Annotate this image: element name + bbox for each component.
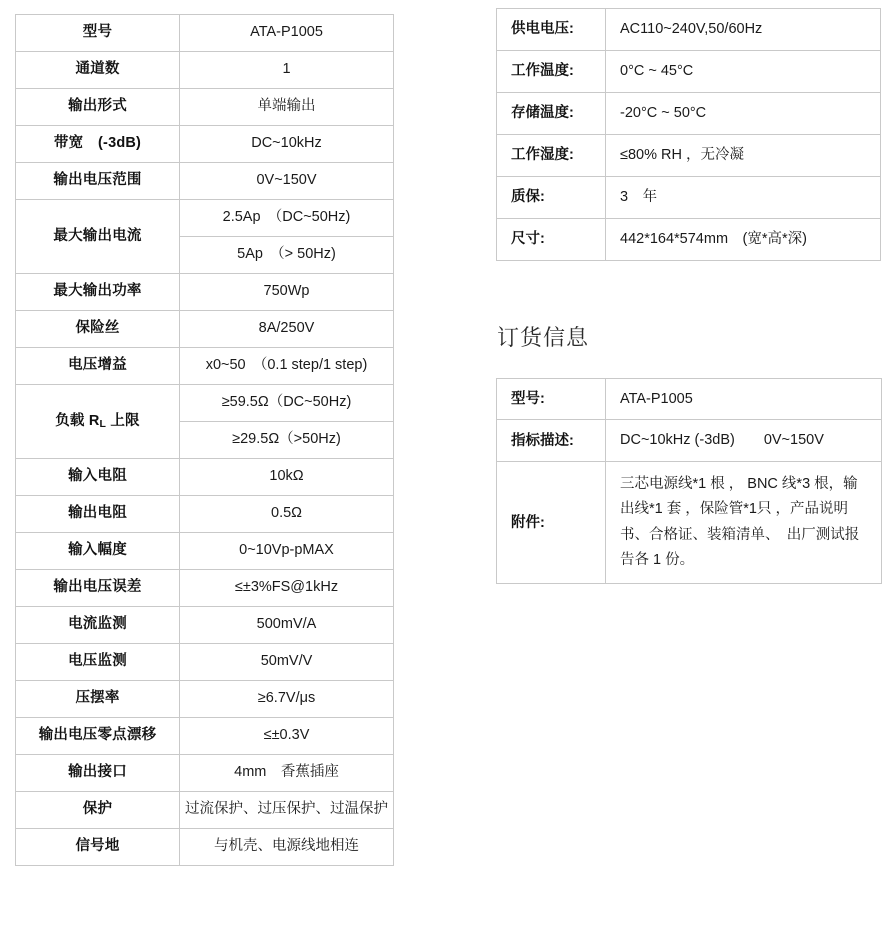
field-value-cell: ≤80% RH ，无冷凝 <box>606 135 881 177</box>
specification-table <box>15 14 394 866</box>
spec-value-cell: ≤±0.3V <box>180 718 394 755</box>
spec-label-cell: 输出形式 <box>16 89 180 126</box>
spec-value-cell: 1 <box>180 52 394 89</box>
table-row <box>16 718 394 755</box>
spec-value-cell: 750Wp <box>180 274 394 311</box>
order-info-table-container <box>496 378 882 584</box>
table-row <box>16 829 394 866</box>
field-label-cell: 附件: <box>497 461 606 584</box>
spec-label-cell: 输入电阻 <box>16 459 180 496</box>
spec-value-cell: 单端输出 <box>180 89 394 126</box>
table-row <box>16 200 394 237</box>
spec-label-cell: 负载 $R_L$ 上限 <box>16 385 180 459</box>
spec-value-cell: 0V~150V <box>180 163 394 200</box>
spec-label-cell: 保险丝 <box>16 311 180 348</box>
table-row <box>497 9 881 51</box>
table-row <box>497 461 882 584</box>
table-row <box>16 607 394 644</box>
specification-table-container <box>15 14 394 866</box>
table-row <box>497 177 881 219</box>
spec-label-cell: 输入幅度 <box>16 533 180 570</box>
table-row <box>16 644 394 681</box>
table-row <box>497 51 881 93</box>
field-label-cell: 存储温度: <box>497 93 606 135</box>
table-row <box>16 681 394 718</box>
table-row <box>16 52 394 89</box>
field-label-cell: 供电电压: <box>497 9 606 51</box>
spec-value-cell: 10kΩ <box>180 459 394 496</box>
environment-table-body <box>497 9 881 261</box>
spec-label-cell: 保护 <box>16 792 180 829</box>
spec-value-cell: ≥6.7V/μs <box>180 681 394 718</box>
order-info-table-body <box>497 379 882 584</box>
spec-value-cell: 0.5Ω <box>180 496 394 533</box>
field-label-cell: 工作湿度: <box>497 135 606 177</box>
field-value-cell: 三芯电源线*1 根 ， BNC 线*3 根，输出线*1 套 ，保险管*1只 ，产品说明书、合格证、装箱清单、 出厂测试报告各 1 份。 <box>606 461 882 584</box>
spec-label-cell: 电压增益 <box>16 348 180 385</box>
order-info-heading: 订货信息 <box>497 325 590 350</box>
table-row <box>16 533 394 570</box>
spec-value-cell: 与机壳、电源线地相连 <box>180 829 394 866</box>
spec-value-cell: 2.5Ap （DC~50Hz) <box>180 200 394 237</box>
table-row <box>16 311 394 348</box>
field-label-cell: 尺寸: <box>497 219 606 261</box>
table-row <box>16 570 394 607</box>
spec-value-cell: ≤±3%FS@1kHz <box>180 570 394 607</box>
table-row <box>497 219 881 261</box>
spec-value-cell: DC~10kHz <box>180 126 394 163</box>
table-row <box>497 379 882 420</box>
spec-value-cell: ATA-P1005 <box>180 15 394 52</box>
table-row <box>16 792 394 829</box>
field-value-cell: 3 年 <box>606 177 881 219</box>
specification-table-body <box>16 15 394 866</box>
spec-value-cell: x0~50 （0.1 step/1 step) <box>180 348 394 385</box>
table-row <box>16 755 394 792</box>
spec-label-cell: 最大输出功率 <box>16 274 180 311</box>
spec-label-cell: 信号地 <box>16 829 180 866</box>
spec-label-cell: 输出接口 <box>16 755 180 792</box>
table-row <box>16 15 394 52</box>
table-row <box>16 89 394 126</box>
spec-value-cell: 500mV/A <box>180 607 394 644</box>
field-value-cell: -20°C ~ 50°C <box>606 93 881 135</box>
table-row <box>497 93 881 135</box>
field-label-cell: 工作温度: <box>497 51 606 93</box>
spec-label-cell: 输出电阻 <box>16 496 180 533</box>
field-label-cell: 型号: <box>497 379 606 420</box>
field-label-cell: 指标描述: <box>497 420 606 461</box>
table-row <box>497 420 882 461</box>
spec-label-cell: 输出电压范围 <box>16 163 180 200</box>
spec-value-cell: 过流保护、过压保护、过温保护 <box>180 792 394 829</box>
spec-label-cell: 带宽 (-3dB) <box>16 126 180 163</box>
field-value-cell: ATA-P1005 <box>606 379 882 420</box>
spec-label-cell: 最大输出电流 <box>16 200 180 274</box>
field-label-cell: 质保: <box>497 177 606 219</box>
spec-value-cell: ≥59.5Ω（DC~50Hz) <box>180 385 394 422</box>
spec-label-cell: 电流监测 <box>16 607 180 644</box>
spec-label-cell: 压摆率 <box>16 681 180 718</box>
field-value-cell: 0°C ~ 45°C <box>606 51 881 93</box>
spec-value-cell: 4mm 香蕉插座 <box>180 755 394 792</box>
table-row <box>16 385 394 422</box>
spec-value-cell: 5Ap （> 50Hz) <box>180 237 394 274</box>
spec-label-cell: 通道数 <box>16 52 180 89</box>
spec-label-cell: 输出电压误差 <box>16 570 180 607</box>
table-row <box>16 348 394 385</box>
spec-label-cell: 电压监测 <box>16 644 180 681</box>
spec-value-cell: 8A/250V <box>180 311 394 348</box>
spec-value-cell: ≥29.5Ω（>50Hz) <box>180 422 394 459</box>
table-row <box>16 274 394 311</box>
field-value-cell: AC110~240V,50/60Hz <box>606 9 881 51</box>
spec-value-cell: 0~10Vp-pMAX <box>180 533 394 570</box>
subscript: L <box>99 419 107 430</box>
table-row <box>16 496 394 533</box>
environment-table-container <box>496 8 881 261</box>
table-row <box>16 163 394 200</box>
spec-label-cell: 输出电压零点漂移 <box>16 718 180 755</box>
table-row <box>497 135 881 177</box>
field-value-cell: 442*164*574mm (宽*高*深) <box>606 219 881 261</box>
environment-table <box>496 8 881 261</box>
table-row <box>16 459 394 496</box>
spec-label-cell: 型号 <box>16 15 180 52</box>
field-value-cell: DC~10kHz (-3dB) 0V~150V <box>606 420 882 461</box>
spec-value-cell: 50mV/V <box>180 644 394 681</box>
table-row <box>16 126 394 163</box>
order-info-table <box>496 378 882 584</box>
